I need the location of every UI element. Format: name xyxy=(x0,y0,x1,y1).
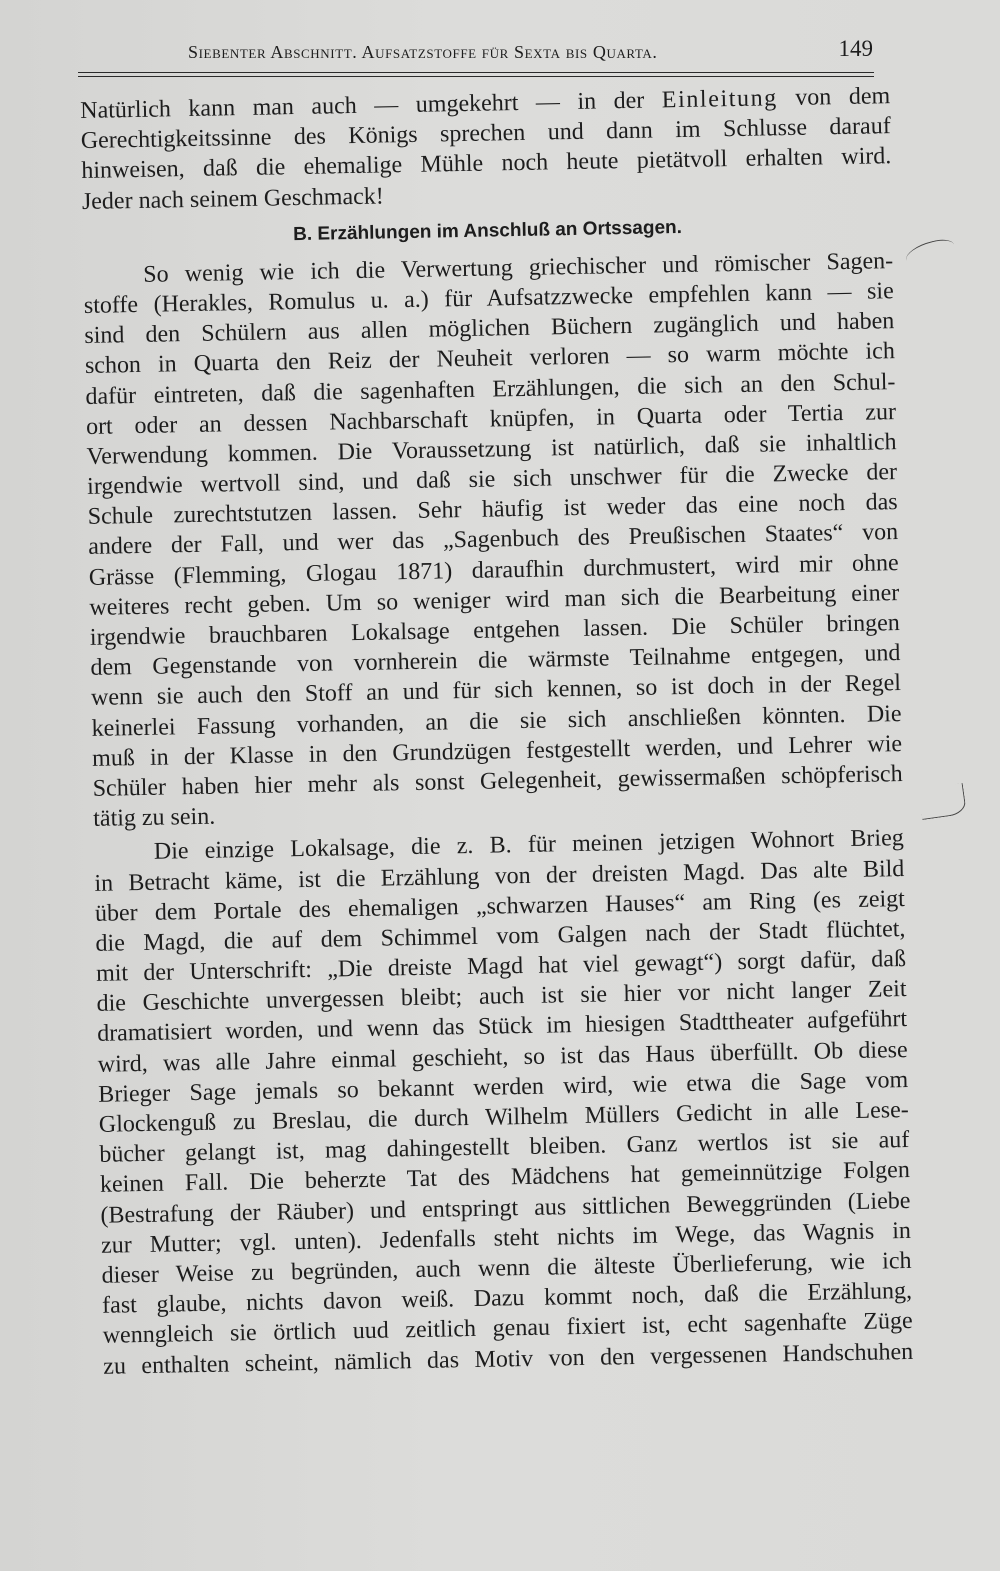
text-line: muß in der Klasse in den Grundzügen festgestellt werden, und Lehrer wie xyxy=(91,730,903,772)
header-rule-bottom xyxy=(78,76,874,77)
text-line: keinen Fall. Die beherzte Tat des Mädchens hat gemeinnützige Folgen xyxy=(99,1157,911,1199)
text-line: Glockenguß zu Breslau, die durch Wilhelm Müllers Gedicht in alle Lese- xyxy=(98,1096,909,1138)
text-line: zu enthalten scheint, nämlich das Motiv von den vergessenen Handschuhen xyxy=(103,1338,914,1380)
pencil-margin-bracket xyxy=(918,783,967,820)
text-line: fast glaube, nichts davon weiß. Dazu kommt noch, daß die Erzählung, xyxy=(101,1278,913,1319)
text-line: mit der Unterschrift: „Die dreiste Magd hat viel gewagt“) sorgt dafür, daß xyxy=(95,946,907,987)
running-head: Siebenter Abschnitt. Aufsatzstoffe für Sexta bis Quarta. xyxy=(188,42,658,62)
page-body xyxy=(80,81,913,1381)
paragraph-brieg-sage xyxy=(94,823,914,1381)
text-line: Gerechtigkeitssinne des Königs sprechen und dann im Schlusse darauf xyxy=(80,113,891,155)
text-line: tätig zu sein. xyxy=(93,803,216,833)
text-line: Die einzige Lokalsage, die z. B. für meinen jetzigen Wohnort Brieg xyxy=(153,825,904,866)
text-line: Jeder nach seinem Geschmack! xyxy=(81,183,384,215)
text-line: Grässe (Flemming, Glogau 1871) daraufhin durchmustert, wird mir ohne xyxy=(88,549,899,591)
text-line: So wenig wie ich die Verwertung griechischer und römischer Sagen- xyxy=(143,247,894,288)
text-line: die Magd, die auf dem Schimmel vom Galgen nach der Stadt flüchtet, xyxy=(95,915,906,957)
text-run: Natürlich kann man auch — umgekehrt — in der xyxy=(80,87,663,124)
text-line: Verwendung kommen. Die Voraussetzung ist natürlich, daß sie inhaltlich xyxy=(86,428,897,470)
pencil-margin-mark xyxy=(903,236,957,268)
text-line: sind den Schülern aus allen möglichen Büchern zugänglich und haben xyxy=(84,308,895,350)
text-line: dafür eintreten, daß die sagenhaften Erzählungen, die sich an den Schul- xyxy=(85,368,896,410)
text-line: Brieger Sage jemals so bekannt werden wird, wie etwa die Sage vom xyxy=(98,1066,909,1108)
text-run: von dem xyxy=(777,83,891,112)
text-line: schon in Quarta den Reiz der Neuheit verloren — so warm möchte ich xyxy=(84,338,896,380)
text-line: stoffe (Herakles, Romulus u. a.) für Aufsatzzwecke empfehlen kann — sie xyxy=(83,278,894,319)
page-number: 149 xyxy=(838,36,873,61)
text-line: dieser Weise zu begründen, auch wenn die älteste Überlieferung, wie ich xyxy=(101,1247,912,1289)
text-line: zur Mutter; vgl. unten). Jedenfalls steht nichts im Wege, das Wagnis in xyxy=(100,1217,912,1259)
text-line: keinerlei Fassung vorhanden, an die sie sich anschließen könnten. Die xyxy=(91,700,902,742)
text-line: hinweisen, daß die ehemalige Mühle noch heute pietätvoll erhalten wird. xyxy=(81,143,892,185)
spaced-word-einleitung: Einleitung xyxy=(661,85,779,114)
text-line: andere der Fall, und wer das „Sagenbuch des Preußischen Staates“ von xyxy=(88,519,899,561)
text-line: (Bestrafung der Räuber) und entspringt aus sittlichen Beweggründen (Liebe xyxy=(100,1187,911,1229)
text-line: in Betracht käme, ist die Erzählung von der dreisten Magd. Das alte Bild xyxy=(94,855,905,897)
text-line: bücher gelangt ist, mag dahingestellt bleiben. Ganz wertlos ist sie auf xyxy=(99,1127,910,1169)
text-line: irgendwie brauchbaren Lokalsage entgehen lassen. Die Schüler bringen xyxy=(89,610,901,651)
intro-paragraph xyxy=(80,81,892,217)
text-line: ort oder an dessen Nachbarschaft knüpfen, in Quarta oder Tertia zur xyxy=(85,398,897,440)
text-line: wird, was alle Jahre einmal geschieht, so ist das Haus überfüllt. Ob diese xyxy=(97,1036,908,1078)
text-line: wenn sie auch den Stoff an und für sich kennen, so ist doch in der Regel xyxy=(90,670,902,712)
text-line: wenngleich sie örtlich uud zeitlich genau fixiert ist, echt sagenhafte Züge xyxy=(102,1308,913,1350)
text-line: irgendwie wertvoll sind, und daß sie sich unschwer für die Zwecke der xyxy=(86,459,898,500)
text-line: über dem Portale des ehemaligen „schwarzen Hauses“ am Ring (es zeigt xyxy=(94,885,906,927)
text-line: Schüler haben hier mehr als sonst Gelegenheit, gewissermaßen schöpferisch xyxy=(92,760,903,802)
header-rule-top xyxy=(78,72,874,73)
text-line: weiteres recht geben. Um so weniger wird man sich die Bearbeitung einer xyxy=(89,579,900,621)
paragraph-ortssagen xyxy=(83,246,903,834)
text-line: dramatisiert worden, und wenn das Stück im hiesigen Stadttheater aufgeführt xyxy=(96,1006,908,1048)
section-heading: B. Erzählungen im Anschluß an Ortssagen. xyxy=(292,216,683,245)
page-header xyxy=(188,36,873,66)
text-line: die Geschichte unvergessen bleibt; auch ist sie hier vor nicht langer Zeit xyxy=(96,976,907,1018)
text-line: Schule zurechtstutzen lassen. Sehr häufig ist weder das eine noch das xyxy=(87,489,898,531)
text-line: dem Gegenstande von vornherein die wärmste Teilnahme entgegen, und xyxy=(90,640,901,682)
